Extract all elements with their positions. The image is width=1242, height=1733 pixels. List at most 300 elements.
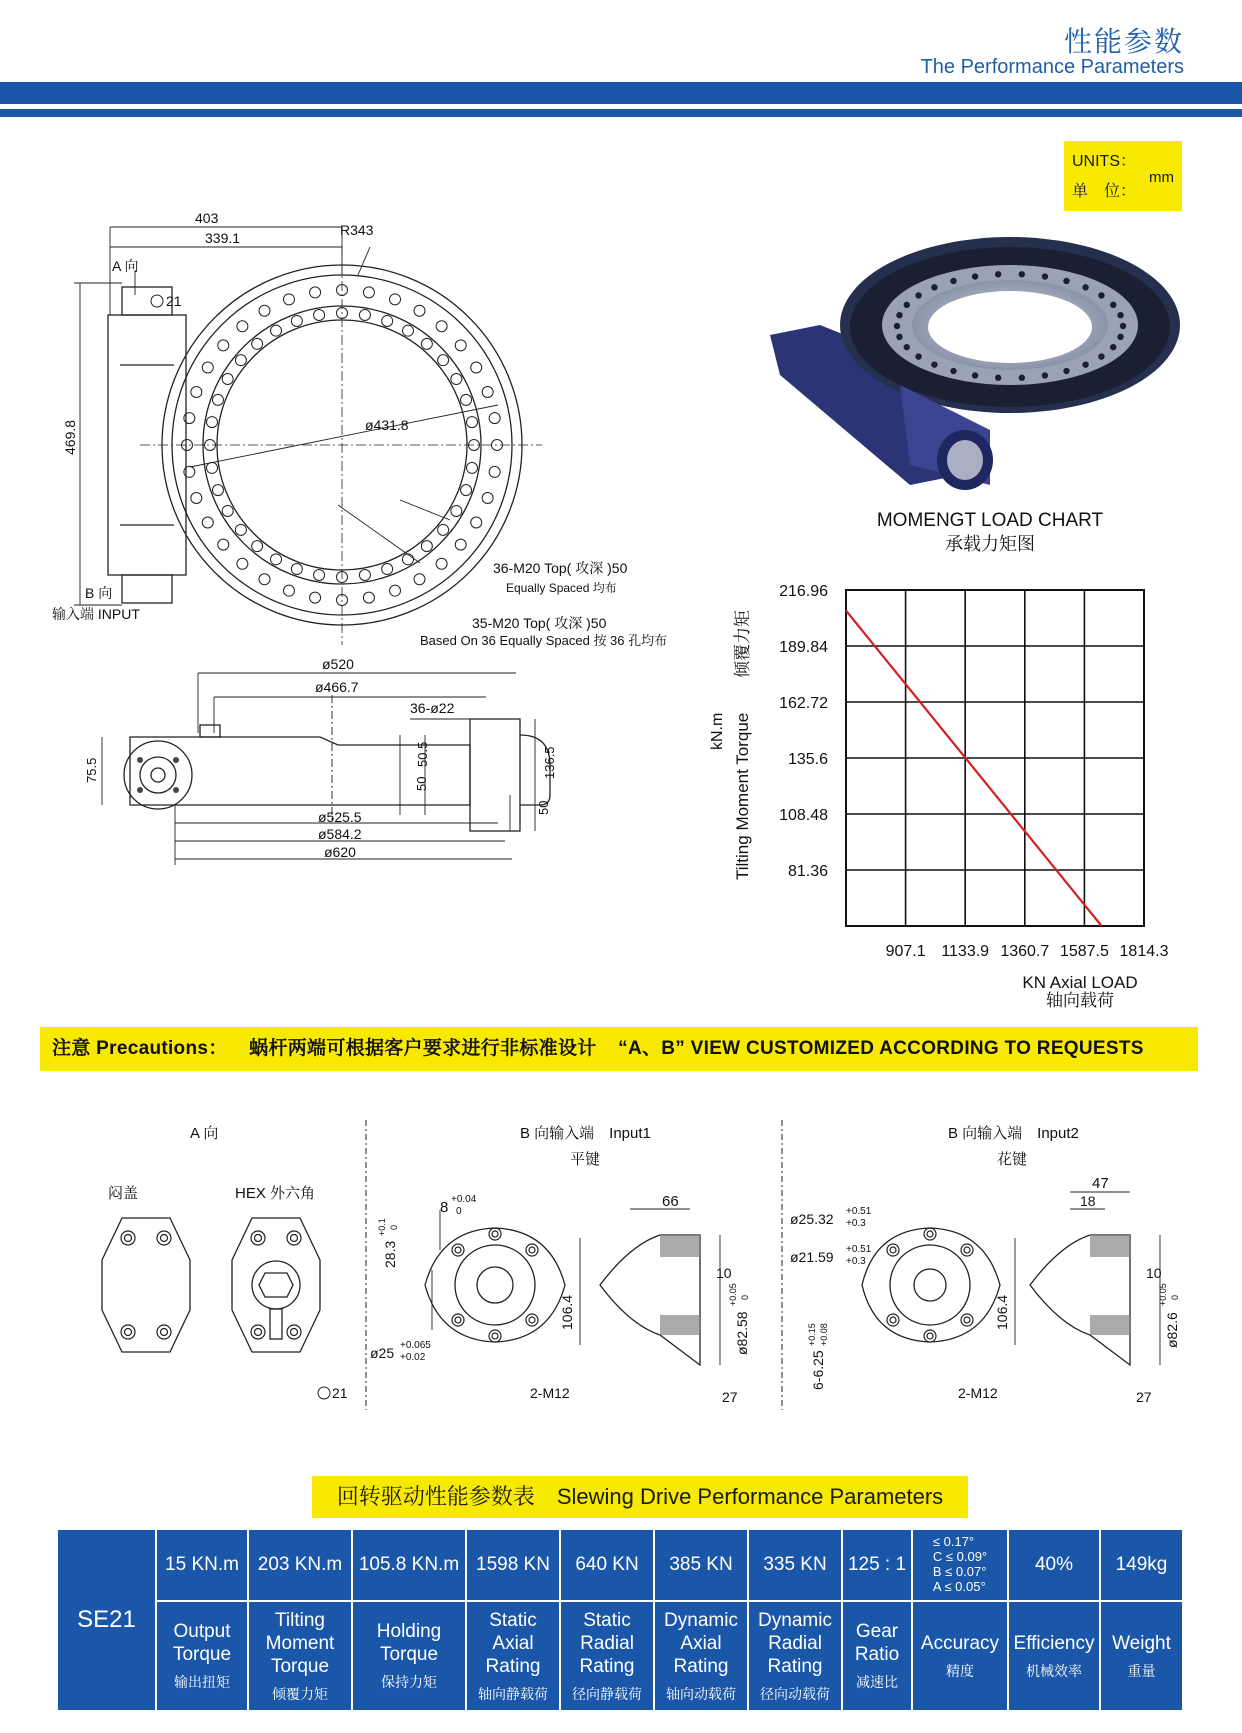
chart-series-line	[846, 611, 1102, 926]
label-cn: 径向动载荷	[760, 1685, 830, 1702]
label-en: Torque	[270, 1655, 330, 1677]
val-gear-ratio: 125 : 1	[842, 1529, 912, 1601]
b2-d25: ø25.32	[790, 1211, 834, 1227]
product-bolt-hole	[884, 286, 890, 292]
dim-403: 403	[195, 210, 219, 226]
flange-bolt-inner	[125, 1235, 132, 1242]
chart-y-tick-label: 108.48	[779, 807, 828, 824]
label-cn: 倾覆力矩	[272, 1685, 328, 1702]
product-bolt-hole	[1098, 292, 1104, 298]
flange-bolt-inner	[964, 1317, 970, 1323]
label-en: Dynamic	[758, 1609, 832, 1631]
input-label: 输入端 INPUT	[52, 606, 140, 622]
label-cn: 输出扭矩	[174, 1674, 230, 1690]
bolt-hole	[191, 493, 202, 504]
header-stripe-2	[0, 109, 1242, 117]
bolt-hole	[436, 321, 447, 332]
b1-bolt: 2-M12	[530, 1385, 570, 1401]
val-static-radial: 640 KN	[560, 1529, 654, 1601]
product-bolt-hole	[896, 334, 902, 340]
flange-bolt	[121, 1325, 135, 1339]
chart-x-tick-label: 907.1	[885, 943, 926, 960]
holes-inner-label: 35-M20 Top( 攻深 )50	[472, 615, 607, 631]
label-en: Radial	[768, 1632, 822, 1654]
acc-line-0: ≤ 0.17°	[932, 1533, 975, 1549]
flange-bolt-inner	[161, 1235, 168, 1242]
b1-h: 28.3	[382, 1240, 398, 1268]
val-dynamic-radial: 335 KN	[748, 1529, 842, 1601]
bolt-hole	[390, 585, 401, 596]
perf-values-row	[57, 1529, 1183, 1601]
bolt-hole	[252, 338, 263, 349]
bolt-hole	[252, 541, 263, 552]
bolt-hole	[438, 524, 449, 535]
flange-bolt-inner	[291, 1235, 298, 1242]
bolt-hole	[421, 338, 432, 349]
product-bolt-hole	[1042, 372, 1048, 378]
b1-10: 10	[716, 1265, 732, 1281]
flange-bolt	[287, 1325, 301, 1339]
chart-x-tick-label: 1360.7	[1000, 943, 1050, 960]
chart-ylabel-unit: kN.m	[709, 712, 726, 750]
acc-line-3: A ≤ 0.05°	[932, 1578, 986, 1594]
top-view-drawing	[40, 205, 740, 665]
side-view-drawing	[80, 655, 580, 880]
b2-18: 18	[1080, 1193, 1096, 1209]
b2-d82: ø82.6	[1164, 1312, 1180, 1348]
product-bolt-hole	[950, 368, 956, 374]
bolt-hole	[482, 493, 493, 504]
bolt-hole	[310, 592, 321, 603]
label-cell	[842, 1601, 912, 1711]
product-bolt-hole	[1042, 273, 1048, 279]
view-b-marker: B 向	[85, 585, 113, 601]
label-cn: 轴向动载荷	[666, 1685, 736, 1702]
bolt-hole	[461, 394, 472, 405]
bolt-hole	[218, 539, 229, 550]
product-bolt-hole	[1046, 390, 1052, 396]
label-en: Accuracy	[920, 1632, 1000, 1654]
label-cell	[352, 1601, 466, 1711]
bolt-hole	[212, 394, 223, 405]
chart-title-cn: 承载力矩图	[945, 534, 1035, 554]
precautions-label: 注意 Precautions：	[52, 1038, 228, 1059]
perf-table-title: 回转驱动性能参数表 Slewing Drive Performance Parameters	[312, 1476, 968, 1518]
bolt-hole	[314, 310, 325, 321]
label-en: Weight	[1112, 1632, 1171, 1654]
bolt-hole	[414, 305, 425, 316]
flange-bolt-inner	[492, 1231, 498, 1237]
b2-d21-tol-dn: +0.3	[846, 1256, 866, 1267]
product-bolt-hole	[900, 370, 906, 376]
product-bolt-hole	[904, 344, 910, 350]
b1-106: 106.4	[559, 1294, 575, 1330]
b2-47: 47	[1092, 1175, 1109, 1192]
bolt-hole	[489, 466, 500, 477]
a-view-hex-icon	[318, 1387, 330, 1399]
holes-outer-note: Equally Spaced 均布	[506, 581, 617, 595]
a-view-cap2: HEX 外六角	[235, 1185, 316, 1202]
flange-bolt	[251, 1231, 265, 1245]
bolt-hole	[489, 413, 500, 424]
product-bolt-hole	[942, 260, 948, 266]
units-box	[1064, 141, 1182, 211]
label-en: Torque	[172, 1644, 232, 1665]
product-bolt-hole	[1082, 284, 1088, 290]
val-tilting-moment: 203 KN.m	[248, 1529, 352, 1601]
load-chart	[700, 510, 1182, 1010]
product-bolt-hole	[931, 361, 937, 367]
product-bolt-hole	[1020, 253, 1026, 259]
dim-d620: ø620	[324, 844, 356, 860]
label-en: Ratio	[854, 1644, 900, 1665]
label-en: Static	[583, 1609, 631, 1631]
flange-bolt	[121, 1231, 135, 1245]
acc-line-1: C ≤ 0.09°	[932, 1548, 988, 1564]
bolt-hole	[191, 386, 202, 397]
b1-h-tol-up: +0.1	[377, 1218, 387, 1236]
val-weight: 149kg	[1100, 1529, 1183, 1601]
product-bolt-hole	[919, 379, 925, 385]
flange-bolt	[526, 1244, 538, 1256]
bolt-hole	[222, 374, 233, 385]
b1-d82-tol-up: +0.05	[728, 1283, 738, 1306]
product-bolt-hole	[1094, 267, 1100, 273]
val-static-axial: 1598 KN	[466, 1529, 560, 1601]
flange-bolt-inner	[964, 1247, 970, 1253]
product-bolt-hole	[872, 348, 878, 354]
flange-bolt-inner	[492, 1333, 498, 1339]
label-en: Axial	[680, 1632, 722, 1654]
flange-bolt	[157, 1231, 171, 1245]
flange-bolt	[489, 1228, 501, 1240]
chart-xlabel-cn: 轴向载荷	[1046, 991, 1114, 1010]
b1-d-tol-up: +0.065	[400, 1340, 431, 1351]
flange-bolt	[887, 1244, 899, 1256]
bolt-hole	[259, 574, 270, 585]
chart-xlabel-en: KN Axial LOAD	[1022, 973, 1138, 992]
product-bolt-hole	[972, 372, 978, 378]
product-bolt-hole	[864, 310, 870, 316]
label-en: Rating	[485, 1655, 541, 1677]
chart-y-tick-label: 162.72	[779, 695, 828, 712]
bolt-hole	[455, 340, 466, 351]
val-accuracy	[912, 1529, 1008, 1601]
label-en: Rating	[579, 1655, 635, 1677]
product-bolt-hole	[967, 390, 973, 396]
flange-bolt-inner	[255, 1329, 262, 1336]
dim-d520: ø520	[322, 656, 354, 672]
b1-66: 66	[662, 1193, 679, 1210]
label-en: Torque	[379, 1644, 439, 1665]
flange-bolt	[251, 1325, 265, 1339]
product-bolt-hole	[1152, 323, 1158, 329]
product-bolt-hole	[1120, 323, 1126, 329]
label-en: Output	[173, 1621, 231, 1642]
product-bolt-hole	[915, 353, 921, 359]
dim-d466: ø466.7	[315, 679, 359, 695]
product-bolt-hole	[1071, 385, 1077, 391]
label-cn: 减速比	[856, 1674, 898, 1690]
product-bolt-hole	[950, 278, 956, 284]
b2-spl-tol-up: +0.15	[807, 1323, 817, 1346]
label-cell	[248, 1601, 352, 1711]
bolt-hole	[291, 564, 302, 575]
dim-d584: ø584.2	[318, 826, 362, 842]
bolt-hole	[482, 386, 493, 397]
chart-y-tick-label: 81.36	[787, 863, 828, 880]
label-en: Rating	[767, 1655, 823, 1677]
flange-bolt	[924, 1228, 936, 1240]
bolt-hole	[438, 355, 449, 366]
chart-ylabel-cn: 倾覆力矩	[733, 610, 752, 678]
product-bolt-hole	[1130, 286, 1136, 292]
b1-d82: ø82.58	[734, 1311, 750, 1355]
product-bolt-hole	[1094, 379, 1100, 385]
b2-d25-tol-up: +0.51	[846, 1206, 872, 1217]
bolt-hole	[283, 294, 294, 305]
product-bolt-hole	[1071, 260, 1077, 266]
bolt-hole	[207, 417, 218, 428]
product-bolt-hole	[931, 284, 937, 290]
flange-bolt-inner	[890, 1317, 896, 1323]
product-bolt-hole	[1019, 271, 1025, 277]
product-bolt-hole	[1110, 302, 1116, 308]
b2-bolt: 2-M12	[958, 1385, 998, 1401]
label-cn: 重量	[1127, 1662, 1156, 1679]
label-cell	[560, 1601, 654, 1711]
product-bolt-hole	[993, 253, 999, 259]
bolt-hole	[436, 558, 447, 569]
product-bolt-hole	[1020, 393, 1026, 399]
a-view-cap1: 闷盖	[108, 1185, 139, 1202]
holes-inner-note: Based On 36 Equally Spaced 按 36 孔均布	[420, 633, 668, 648]
product-bolt-hole	[1149, 336, 1155, 342]
flange-bolt-inner	[125, 1329, 132, 1336]
product-bolt-hole	[1142, 348, 1148, 354]
bolt-hole	[403, 325, 414, 336]
dim-hex21: 21	[166, 293, 182, 309]
b2-spl: 6-6.25	[810, 1350, 826, 1390]
product-bolt-hole	[995, 271, 1001, 277]
acc-line-2: B ≤ 0.07°	[932, 1563, 987, 1579]
product-bolt-hole	[904, 302, 910, 308]
chart-x-tick-label: 1587.5	[1059, 943, 1109, 960]
product-bolt-hole	[1117, 312, 1123, 318]
product-bolt-hole	[995, 375, 1001, 381]
product-bolt-hole	[872, 298, 878, 304]
product-bolt-hole	[900, 276, 906, 282]
b2-title: B 向输入端 Input2	[948, 1125, 1079, 1142]
product-bolt-hole	[942, 385, 948, 391]
dim-d525: ø525.5	[318, 809, 362, 825]
b1-d82-tol-dn: 0	[740, 1294, 750, 1300]
b1-27: 27	[722, 1389, 738, 1405]
product-bolt-hole	[896, 312, 902, 318]
chart-x-tick-label: 1814.3	[1119, 943, 1169, 960]
label-cell	[466, 1601, 560, 1711]
label-en: Radial	[580, 1632, 634, 1654]
b2-d21: ø21.59	[790, 1249, 834, 1265]
flange-bolt-inner	[927, 1231, 933, 1237]
val-dynamic-axial: 385 KN	[654, 1529, 748, 1601]
label-en: Gear	[855, 1621, 899, 1642]
bolt-hole	[310, 287, 321, 298]
units-label-en: UNITS：	[1072, 153, 1137, 170]
label-en: Static	[489, 1609, 537, 1631]
precautions-cn: 蜗杆两端可根据客户要求进行非标准设计	[249, 1038, 597, 1059]
a-view-hex: 21	[332, 1385, 348, 1401]
dim-h50b: 50	[414, 776, 429, 791]
dim-r343: R343	[340, 222, 374, 238]
b2-d21-tol-up: +0.51	[846, 1244, 872, 1255]
bolt-hole	[461, 485, 472, 496]
dim-h75: 75.5	[84, 757, 99, 783]
product-bolt-hole	[1063, 278, 1069, 284]
bolt-hole	[291, 315, 302, 326]
bolt-hole	[363, 287, 374, 298]
bolt-hole	[237, 321, 248, 332]
bolt-hole	[359, 310, 370, 321]
product-bolt-hole	[915, 292, 921, 298]
flange-bolt	[526, 1314, 538, 1326]
bolt-hole	[390, 294, 401, 305]
product-bolt-hole	[1142, 298, 1148, 304]
chart-title-en: MOMENGT LOAD CHART	[876, 510, 1104, 531]
bolt-hole	[235, 355, 246, 366]
bolt-hole	[382, 564, 393, 575]
b2-spl-tol-dn: +0.08	[819, 1323, 829, 1346]
flange-bolt	[961, 1244, 973, 1256]
dim-339: 339.1	[205, 230, 241, 246]
b2-106: 106.4	[994, 1294, 1010, 1330]
b1-h-tol-dn: 0	[389, 1224, 399, 1230]
flange-bolt-inner	[455, 1317, 461, 1323]
precautions-en: “A、B” VIEW CUSTOMIZED ACCORDING TO REQUESTS	[618, 1038, 1144, 1059]
product-bolt-hole	[864, 336, 870, 342]
holes-outer-label: 36-M20 Top( 攻深 )50	[493, 560, 628, 576]
bolt-hole	[222, 506, 233, 517]
label-cell	[912, 1601, 1008, 1711]
model-cell: SE21	[57, 1529, 156, 1711]
bolt-hole	[382, 315, 393, 326]
bolt-hole	[314, 569, 325, 580]
product-bolt-hole	[993, 393, 999, 399]
label-cell	[1100, 1601, 1183, 1711]
chart-y-tick-label: 216.96	[779, 583, 828, 600]
product-bolt-hole	[894, 323, 900, 329]
view-a-marker: A 向	[112, 258, 139, 274]
bolt-hole	[202, 517, 213, 528]
flange-bolt-inner	[927, 1333, 933, 1339]
bolt-hole	[466, 417, 477, 428]
dim-469: 469.8	[62, 419, 78, 455]
flange-bolt-inner	[529, 1317, 535, 1323]
bolt-hole	[271, 554, 282, 565]
chart-y-tick-label: 135.6	[787, 751, 828, 768]
product-bolt-hole	[1046, 255, 1052, 261]
label-cn: 机械效率	[1026, 1662, 1082, 1679]
product-bolt-hole	[1063, 368, 1069, 374]
label-cn: 径向静载荷	[572, 1685, 642, 1702]
product-bolt-hole	[967, 255, 973, 261]
label-cell	[748, 1601, 842, 1711]
product-bolt-hole	[1098, 353, 1104, 359]
flange-bolt	[452, 1244, 464, 1256]
bolt-hole	[237, 558, 248, 569]
flange-bolt-inner	[890, 1247, 896, 1253]
bolt-hole	[363, 592, 374, 603]
product-bolt-hole	[862, 323, 868, 329]
flange-bolt-inner	[291, 1329, 298, 1336]
header-stripe-1	[0, 82, 1242, 104]
label-en: Axial	[492, 1632, 534, 1654]
val-efficiency: 40%	[1008, 1529, 1100, 1601]
perf-table	[56, 1528, 1182, 1712]
bolt-hole	[218, 340, 229, 351]
flange-bolt	[961, 1314, 973, 1326]
b2-d25-tol-dn: +0.3	[846, 1218, 866, 1229]
product-bolt-hole	[919, 267, 925, 273]
flange-bolt	[887, 1314, 899, 1326]
dim-holes22: 36-ø22	[410, 700, 455, 716]
dim-h136: 136.5	[542, 746, 557, 779]
label-cn: 轴向静载荷	[478, 1685, 548, 1702]
bolt-hole	[466, 462, 477, 473]
a-view-title: A 向	[190, 1125, 219, 1142]
label-cell	[654, 1601, 748, 1711]
b2-27: 27	[1136, 1389, 1152, 1405]
product-bolt-hole	[1082, 361, 1088, 367]
dim-h50c: 50	[536, 800, 551, 815]
b1-d: ø25	[370, 1345, 395, 1361]
flange-bolt-inner	[161, 1329, 168, 1336]
product-bolt-hole	[1019, 375, 1025, 381]
flange-bolt	[287, 1231, 301, 1245]
bolt-hole	[271, 325, 282, 336]
flange-bolt	[157, 1325, 171, 1339]
label-cell	[1008, 1601, 1100, 1711]
b2-sub: 花键	[997, 1151, 1028, 1168]
bolt-hole	[403, 554, 414, 565]
label-en: Rating	[673, 1655, 729, 1677]
b1-key: 8	[440, 1199, 449, 1216]
flange-bolt	[489, 1330, 501, 1342]
chart-x-tick-label: 1133.9	[941, 943, 990, 960]
header-title-en: The Performance Parameters	[920, 56, 1184, 78]
b1-key-tol-up: +0.04	[451, 1194, 477, 1205]
b1-title: B 向输入端 Input1	[520, 1125, 651, 1142]
bolt-hole	[283, 585, 294, 596]
product-bolt-hole	[884, 360, 890, 366]
flange-bolt-inner	[455, 1247, 461, 1253]
product-bolt-hole	[972, 273, 978, 279]
b2-d82-tol-up: +0.05	[1158, 1283, 1168, 1306]
product-bolt-hole	[1130, 360, 1136, 366]
bolt-hole	[451, 374, 462, 385]
bolt-hole	[455, 539, 466, 550]
precautions-banner	[40, 1027, 1198, 1071]
bolt-hole	[207, 462, 218, 473]
chart-ylabel-en: Tilting Moment Torque	[733, 712, 752, 880]
val-holding-torque: 105.8 KN.m	[352, 1529, 466, 1601]
dim-431: ø431.8	[365, 417, 409, 433]
product-bolt-hole	[1149, 310, 1155, 316]
label-cn: 精度	[946, 1662, 974, 1679]
flange-bolt	[452, 1314, 464, 1326]
units-label-cn: 单 位：	[1072, 183, 1137, 200]
label-en: Holding	[376, 1621, 442, 1642]
